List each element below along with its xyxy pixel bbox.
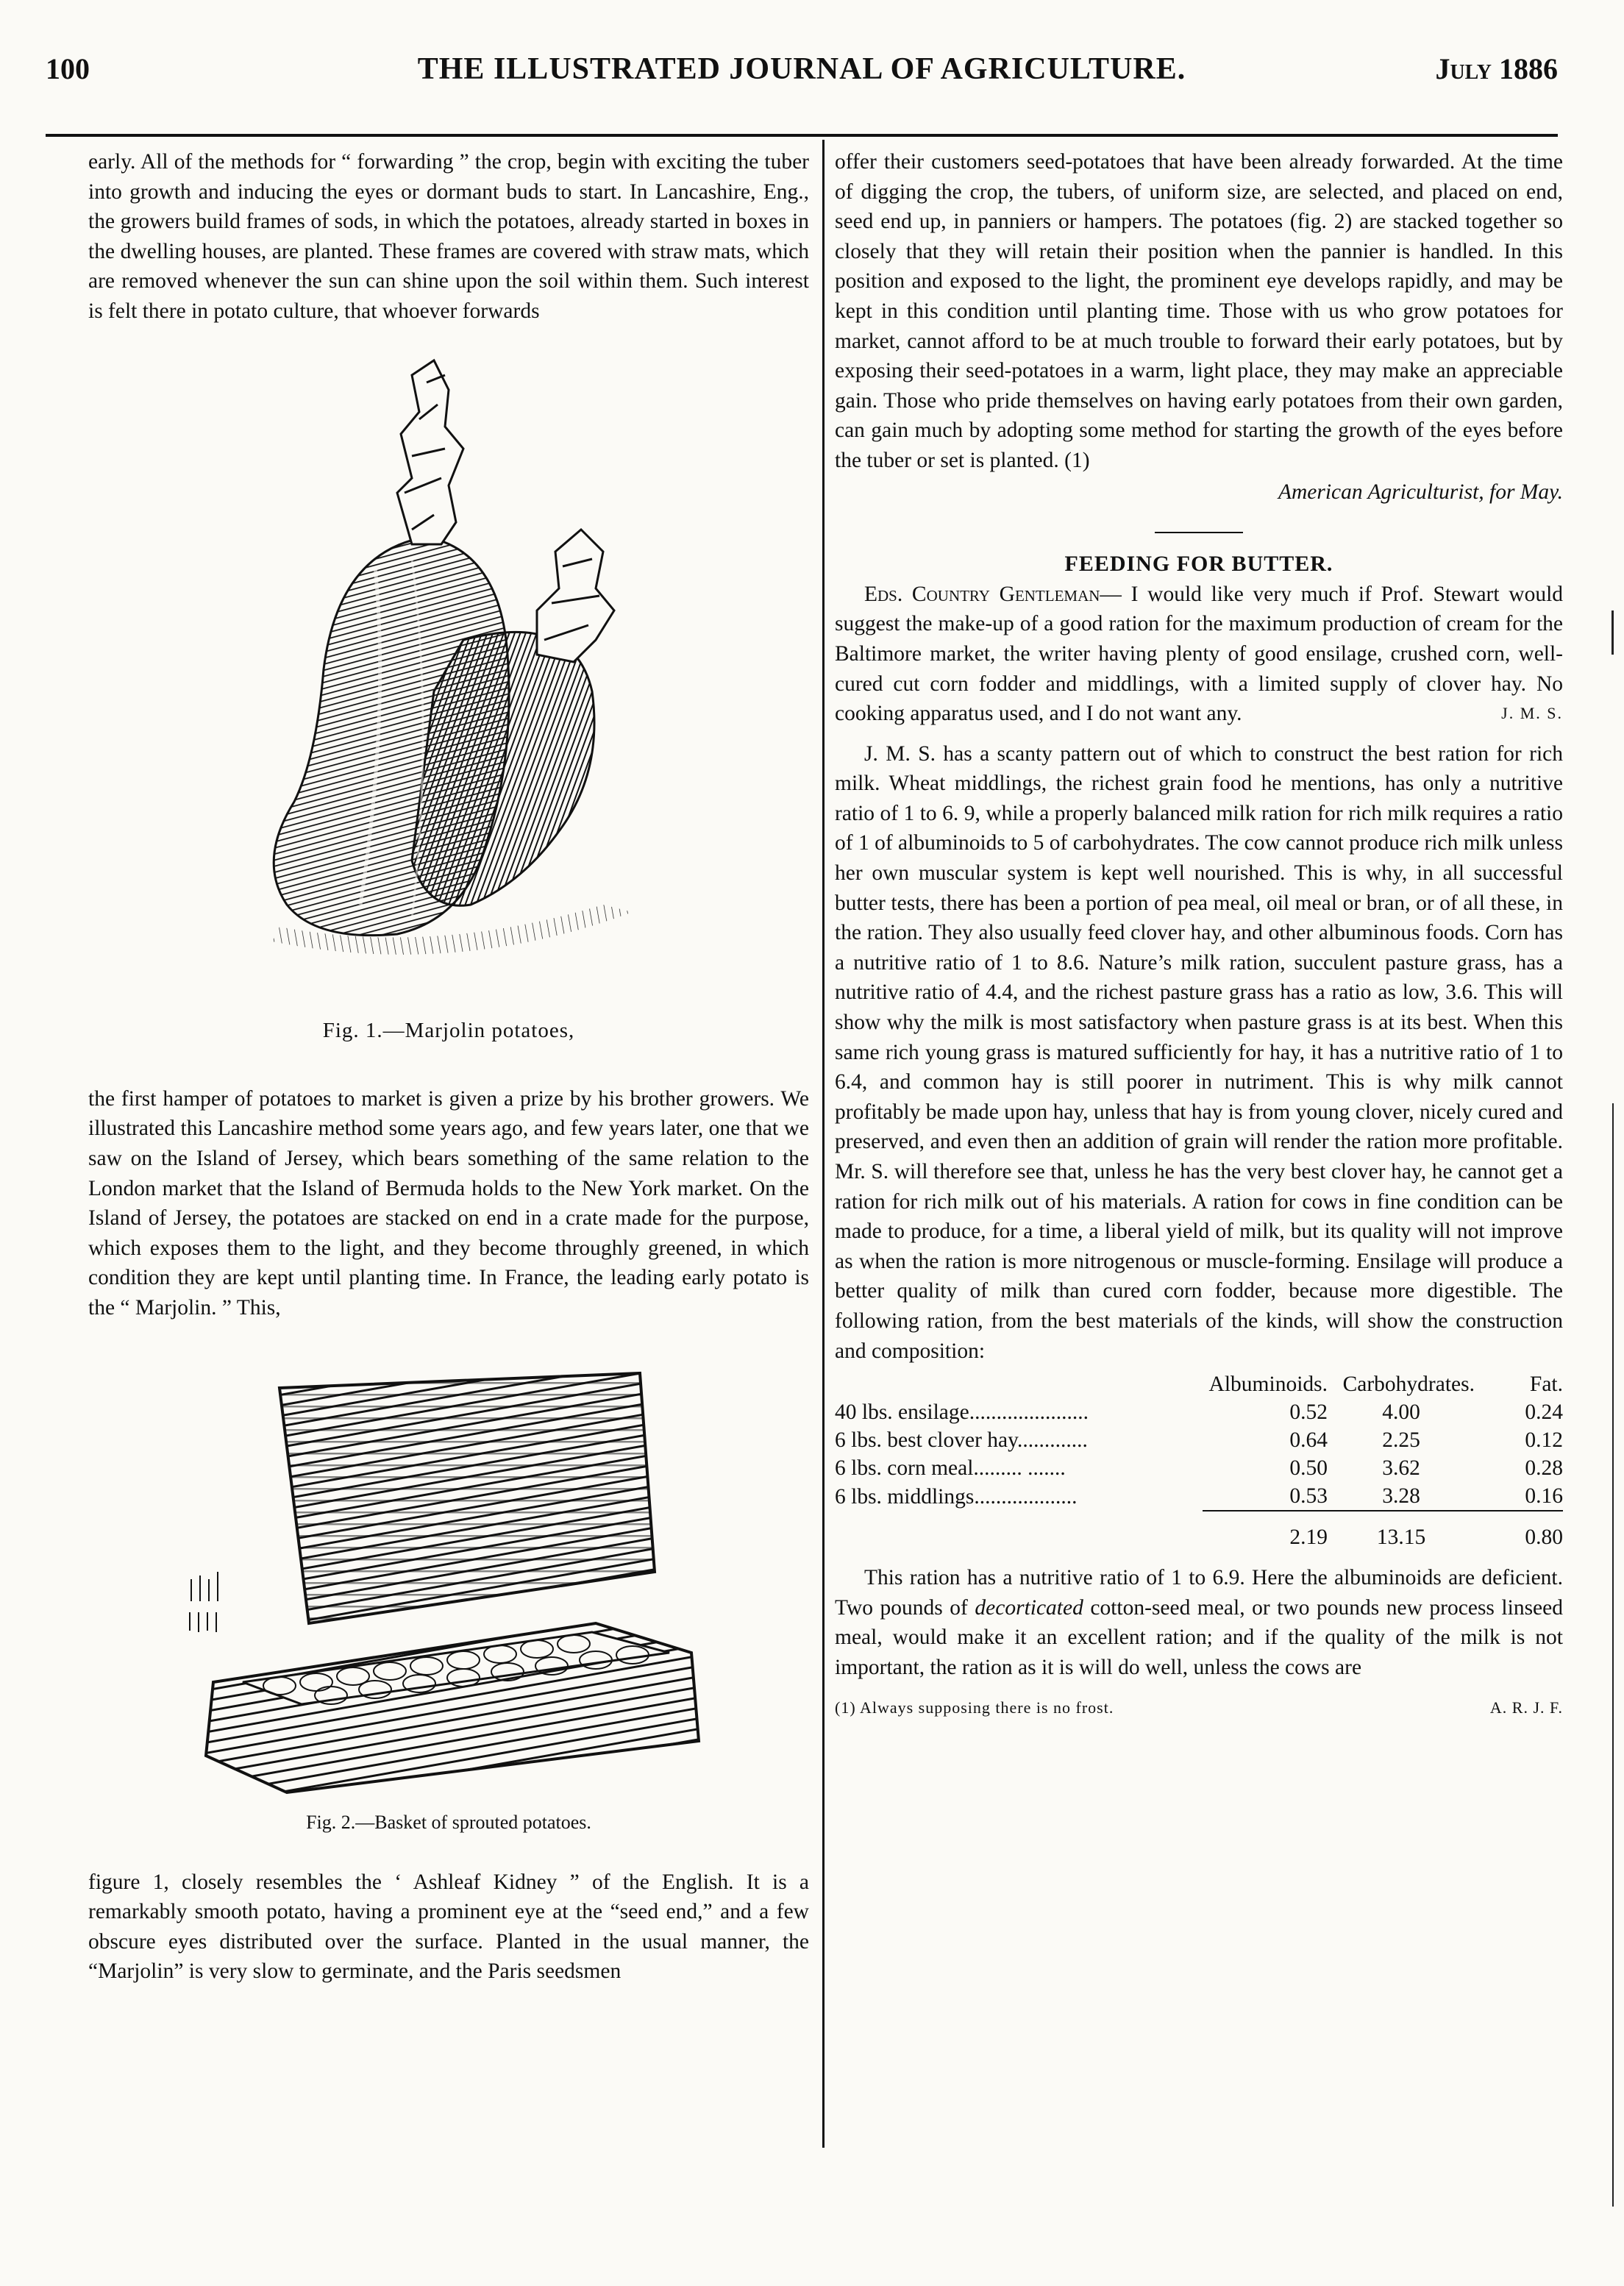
source-credit: American Agriculturist, for May. <box>1278 480 1563 504</box>
figure-1 <box>88 346 809 1046</box>
footnote <box>835 1693 1563 1723</box>
journal-title: THE ILLUSTRATED JOURNAL OF AGRICULTURE. <box>417 52 1186 86</box>
albuminoids-cell: 0.50 <box>1289 1456 1328 1481</box>
header-rule <box>46 134 1558 137</box>
row-item: 6 lbs. best clover hay............. <box>835 1428 1088 1453</box>
column-header: Fat. <box>1529 1372 1563 1397</box>
carbohydrates-cell: 3.62 <box>1382 1456 1420 1481</box>
page-header <box>46 51 1558 103</box>
albuminoids-cell: 0.53 <box>1289 1484 1328 1509</box>
table-row <box>835 1426 1563 1454</box>
margin-mark <box>1612 1103 1614 2207</box>
albuminoids-cell: 0.52 <box>1289 1400 1328 1425</box>
margin-mark <box>1611 610 1614 655</box>
row-item: 40 lbs. ensilage...................... <box>835 1400 1089 1425</box>
fat-cell: 0.28 <box>1525 1456 1563 1481</box>
emphasis: decorticated <box>975 1595 1083 1620</box>
letter <box>835 580 1563 729</box>
footnote-text: (1) Always supposing there is no frost. <box>835 1698 1114 1717</box>
row-item: 6 lbs. middlings................... <box>835 1484 1078 1509</box>
text-run: This ration has a nutritive ratio of 1 to 6.9. Here the albuminoids are deficient. Two pounds of <box>835 1566 1563 1620</box>
carbohydrates-total: 13.15 <box>1328 1511 1475 1551</box>
text-run: cotton-seed meal, or two pounds new process linseed meal, would make it an excellent ration; and if the quality of the milk is not important, the ration as it is will do well, unless the cows are <box>835 1595 1563 1679</box>
table-row <box>835 1482 1563 1511</box>
section-title: FEEDING FOR BUTTER. <box>1064 552 1333 577</box>
figure-1-caption: Fig. 1.—Marjolin potatoes, <box>322 1019 575 1043</box>
table-total-row <box>835 1511 1563 1551</box>
figure-2-caption: Fig. 2.—Basket of sprouted potatoes. <box>306 1812 591 1834</box>
paragraph <box>835 1563 1563 1682</box>
fat-cell: 0.12 <box>1525 1428 1563 1453</box>
right-column <box>835 147 1563 1723</box>
paragraph: early. All of the methods for “ forwarding ” the crop, begin with exciting the tuber into growth and inducing the eyes or dormant buds to start. In Lancashire, Eng., the growers build frames of sods, in which the potatoes, already started in boxes in the dwelling houses, are planted. These frames are covered with straw mats, which are removed whenever the sun can shine upon the soil within them. Such interest is felt there in potato culture, that whoever forwards <box>88 150 809 323</box>
fat-cell: 0.24 <box>1525 1400 1563 1425</box>
table-header-row <box>835 1370 1563 1398</box>
carbohydrates-cell: 2.25 <box>1382 1428 1420 1453</box>
carbohydrates-cell: 4.00 <box>1382 1400 1420 1425</box>
table-row <box>835 1398 1563 1426</box>
sprouted-potato-basket-illustration <box>184 1359 713 1800</box>
section-rule <box>1155 532 1243 533</box>
page-number: 100 <box>46 52 90 85</box>
row-item: 6 lbs. corn meal......... ....... <box>835 1456 1066 1481</box>
albuminoids-total: 2.19 <box>1203 1511 1328 1551</box>
carbohydrates-cell: 3.28 <box>1382 1484 1420 1509</box>
column-header: Carbohydrates. <box>1342 1372 1475 1397</box>
column-divider <box>822 140 825 2148</box>
ration-table <box>835 1370 1563 1551</box>
left-column <box>88 147 809 1987</box>
letter-salutation: Eds. Country Gentleman— <box>864 582 1122 606</box>
paragraph: the first hamper of potatoes to market is given a prize by his brother growers. We illustrated this Lancashire method some years ago, and few years later, one that we saw on the Island of Jersey, which bears something of the same relation to the London market that the Island of Bermuda holds to the New York market. On the Island of Jersey, the potatoes are stacked on end in a crate made for the purpose, which exposes them to the light, and they become throughly greened, in which condition they are kept until planting time. In France, the leading early potato is the “ Marjolin. ” This, <box>88 1086 809 1320</box>
paragraph: offer their customers seed-potatoes that have been already forwarded. At the time of digging the crop, the tubers, of uniform size, are selected, and placed on end, seed end up, in panniers or hampers. The potatoes (fig. 2) are stacked together so closely that they will retain their position when the pannier is handled. In this position and exposed to the light, the prominent eye develops rapidly, and may be kept in this condition until planting time. Those with us who grow potatoes for market, cannot afford to be at much trouble to forward their early potatoes, but by exposing their seed-potatoes in a warm, light place, they may make an appreciable gain. Those who pride themselves on having early potatoes from their own garden, can gain much by adopting some method for starting the growth of the eyes before the tuber or set is planted. (1) <box>835 150 1563 472</box>
marjolin-potatoes-illustration <box>191 346 706 1008</box>
albuminoids-cell: 0.64 <box>1289 1428 1328 1453</box>
column-header: Albuminoids. <box>1208 1372 1328 1397</box>
letter-body: I would like very much if Prof. Stewart would suggest the make-up of a good ration for the maximum production of cream for the Baltimore market, the writer having plenty of good ensilage, crushed corn, well-cured cut corn fodder and middlings, with a limited supply of clover hay. No cooking apparatus used, and I do not want any. <box>835 582 1564 726</box>
table-row <box>835 1454 1563 1482</box>
figure-2 <box>88 1359 809 1838</box>
issue-date: July 1886 <box>1435 52 1558 85</box>
fat-cell: 0.16 <box>1525 1484 1563 1509</box>
fat-total: 0.80 <box>1475 1511 1563 1551</box>
letter-initials: J. M. S. <box>1501 704 1563 723</box>
footnote-signature: A. R. J. F. <box>1489 1698 1563 1717</box>
paragraph: figure 1, closely resembles the ‘ Ashleaf Kidney ” of the English. It is a remarkably smooth potato, having a prominent eye at the “seed end,” and a few obscure eyes distributed over the surface. Planted in the usual manner, the “Marjolin” is very slow to germinate, and the Paris seedsmen <box>88 1870 809 1984</box>
paragraph: J. M. S. has a scanty pattern out of which to construct the best ration for rich milk. Wheat middlings, the richest grain food he mentions, has only a nutritive ratio of 1 to 6. 9, while a properly balanced milk ration for rich milk requires a ratio of 1 of albuminoids to 5 of carbohydrates. The cow cannot produce rich milk unless her own muscular system is kept well nourished. This is why, in all successful butter tests, there has been a portion of pea meal, oil meal or bran, or of all these, in the ration. They also usually feed clover hay, and other albuminous foods. Corn has a nutritive ratio of 1 to 8.6. Nature’s milk ration, succulent pasture grass, has a nutritive ratio of 4.4, and the richest pasture grass has a ratio as low, 3.6. This will show why the milk is most satisfactory when pasture grass is at its best. When this same rich young grass is matured sufficiently for hay, it has a nutritive ratio of 1 to 6.4, and common hay is still poorer in nutriment. This is why milk cannot profitably be made upon hay, unless that hay is from young clover, nicely cured and preserved, and even then an addition of grain will render the ration more profitable. Mr. S. will therefore see that, unless he has the very best clover hay, he cannot get a ration for rich milk out of his materials. A ration for cows in fine condition can be made to produce, for a time, a liberal yield of milk, but its quality will not improve as when the ration is more nitrogenous or muscle-forming. Ensilage will produce a better quality of milk than cured corn fodder, because more digestible. The following ration, from the best materials of the kinds, will show the construction and composition: <box>835 741 1563 1363</box>
